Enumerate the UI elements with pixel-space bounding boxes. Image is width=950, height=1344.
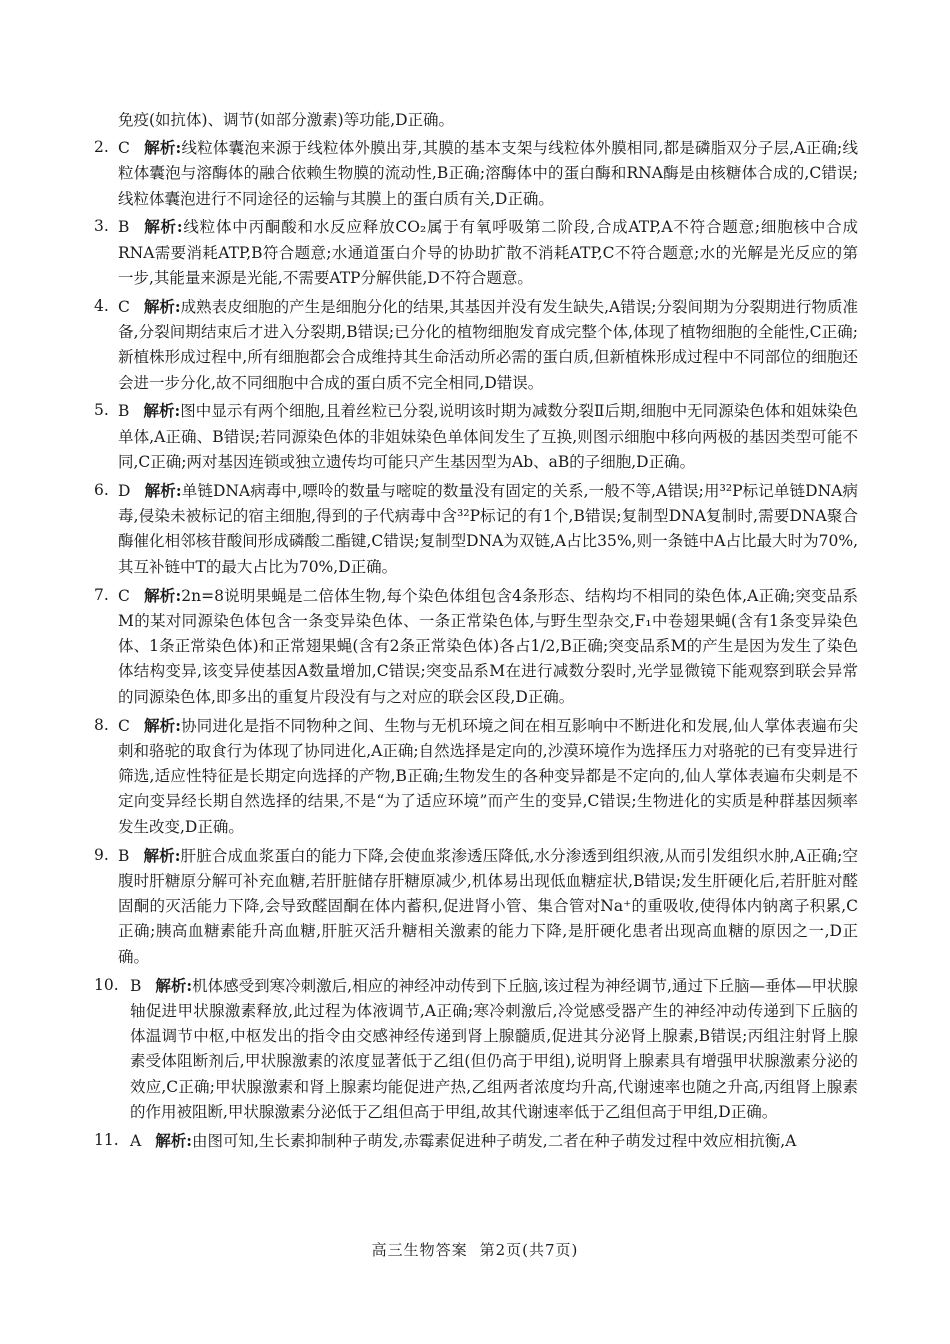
question-number: 7. [94,585,109,604]
analysis-label: 解析: [144,480,182,500]
answer-letter: B [118,218,130,237]
question-number: 4. [94,296,109,315]
answer-item [94,294,858,396]
analysis-label: 解析: [155,1130,192,1150]
answer-item [94,973,858,1126]
answer-letter: B [130,976,142,995]
analysis-text: 线粒体中丙酮酸和水反应释放CO₂属于有氧呼吸第二阶段,合成ATP,A不符合题意;细胞核中合成RNA需要消耗ATP,B符合题意;水通道蛋白介导的协助扩散不消耗ATP,C不符合题意;水的光解是光反应的第一步,其能量来源是光能,不需要ATP分解供能,D不符合题意。 [118,218,858,287]
question-number: 3. [94,217,109,236]
question-number: 5. [94,401,109,420]
answer-letter: B [118,846,130,865]
answer-letter: C [118,139,130,157]
answer-item [94,135,858,212]
question-number: 9. [94,845,109,864]
question-number: 8. [94,715,109,734]
answer-item [94,214,858,291]
answer-item [94,713,858,840]
answer-list [94,135,858,1157]
analysis-label: 解析: [143,296,181,316]
answer-item [94,843,858,970]
lead-paragraph: 免疫(如抗体)、调节(如部分激素)等功能,D正确。 [118,111,455,129]
answer-letter: A [130,1131,142,1150]
footer-page-number: 第2页(共7页) [479,1241,579,1259]
question-number: 6. [94,480,109,499]
footer-title: 高三生物答案 [371,1241,468,1259]
analysis-text: 线粒体囊泡来源于线粒体外膜出芽,其膜的基本支架与线粒体外膜相同,都是磷脂双分子层,A正确;线粒体囊泡与溶酶体的融合依赖生物膜的流动性,B正确;溶酶体中的蛋白酶和RNA酶是由核糖体合成的,C错误;线粒体囊泡进行不同途径的运输与其膜上的蛋白质有关,D正确。 [118,139,858,208]
analysis-label: 解析: [143,217,183,237]
question-number: 2. [94,138,109,156]
analysis-label: 解析: [143,138,182,157]
answer-item [94,583,858,710]
analysis-label: 解析: [143,845,181,865]
answer-letter: C [118,716,130,735]
answer-item [94,478,858,580]
answer-letter: D [118,481,131,500]
analysis-text: 单链DNA病毒中,嘌呤的数量与嘧啶的数量没有固定的关系,一般不等,A错误;用³²P标记单链DNA病毒,侵染未被标记的宿主细胞,得到的子代病毒中含³²P标记的有1个,B错误;复制型DNA复制时,需要DNA聚合酶催化相邻核苷酸间形成磷酸二酯键,C错误;复制型DNA为双链,A占比35%,则一条链中A占比最大时为70%,其互补链中T的最大占比为70%,D正确。 [118,481,858,576]
analysis-label: 解析: [143,585,182,605]
analysis-label: 解析: [155,975,193,995]
answer-item [94,398,858,475]
question-number: 11. [94,1130,119,1149]
analysis-text: 由图可知,生长素抑制种子萌发,赤霉素促进种子萌发,二者在种子萌发过程中效应相抗衡,A [191,1131,797,1150]
analysis-text: 2n=8说明果蝇是二倍体生物,每个染色体组包含4条形态、结构均不相同的染色体,A正确;突变品系M的某对同源染色体包含一条变异染色体、一条正常染色体,与野生型杂交,F₁中卷翅果蝇(含有1条变异染色体、1条正常染色体)和正常翅果蝇(含有2条正常染色体)各占1/2,B正确;突变品系M的产生是因为发生了染色体结构变异,该变异使基因A数量增加,C错误;突变品系M在进行减数分裂时,光学显微镜下能观察到联会异常的同源染色体,即多出的重复片段没有与之对应的联会区段,D正确。 [118,586,858,706]
analysis-text: 协同进化是指不同物种之间、生物与无机环境之间在相互影响中不断进化和发展,仙人掌体表遍布尖刺和骆驼的取食行为体现了协同进化,A正确;自然选择是定向的,沙漠环境作为选择压力对骆驼的已有变异进行筛选,适应性特征是长期定向选择的产物,B正确;生物发生的各种变异都是不定向的,仙人掌体表遍布尖刺是不定向变异经长期自然选择的结果,不是“为了适应环境”而产生的变异,C错误;生物进化的实质是种群基因频率发生改变,D正确。 [118,716,858,836]
answer-letter: B [118,402,130,421]
analysis-text: 成熟表皮细胞的产生是细胞分化的结果,其基因并没有发生缺失,A错误;分裂间期为分裂期进行物质准备,分裂间期结束后才进入分裂期,B错误;已分化的植物细胞发育成完整个体,体现了植物细胞的全能性,C正确;新植株形成过程中,所有细胞都会合成维持其生命活动所必需的蛋白质,但新植株形成过程中不同部位的细胞还会进一步分化,故不同细胞中合成的蛋白质不完全相同,D错误。 [118,297,858,392]
analysis-label: 解析: [143,715,181,735]
answer-letter: C [118,297,130,316]
analysis-text: 机体感受到寒冷刺激后,相应的神经冲动传到下丘脑,该过程为神经调节,通过下丘脑—垂体—甲状腺轴促进甲状腺激素释放,此过程为体液调节,A正确;寒冷刺激后,冷觉感受器产生的神经冲动传递到下丘脑的体温调节中枢,中枢发出的指令由交感神经传递到肾上腺髓质,促进其分泌肾上腺素,B错误;丙组注射肾上腺素受体阻断剂后,甲状腺激素的浓度显著低于乙组(但仍高于甲组),说明肾上腺素具有增强甲状腺激素分泌的效应,C正确;甲状腺激素和肾上腺素均能促进产热,乙组两者浓度均升高,代谢速率也随之升高,丙组肾上腺素的作用被阻断,甲状腺激素分泌低于乙组但高于甲组,故其代谢速率低于乙组但高于甲组,D正确。 [130,976,858,1121]
analysis-label: 解析: [143,401,181,421]
page-footer [0,1238,950,1263]
analysis-text: 图中显示有两个细胞,且着丝粒已分裂,说明该时期为减数分裂Ⅱ后期,细胞中无同源染色体和姐妹染色单体,A正确、B错误;若同源染色体的非姐妹染色单体间发生了互换,则图示细胞中移向两极的基因类型可能不同,C正确;两对基因连锁或独立遗传均可能只产生基因型为Ab、aB的子细胞,D正确。 [118,402,858,472]
answer-item [94,1128,858,1154]
analysis-text: 肝脏合成血浆蛋白的能力下降,会使血浆渗透压降低,水分渗透到组织液,从而引发组织水肿,A正确;空腹时肝糖原分解可补充血糖,若肝脏储存肝糖原减少,机体易出现低血糖症状,B错误;发生肝硬化后,若肝脏对醛固酮的灭活能力下降,会导致醛固酮在体内蓄积,促进肾小管、集合管对Na⁺的重吸收,使得体内钠离子积累,C正确;胰高血糖素能升高血糖,肝脏灭活升糖相关激素的能力下降,是肝硬化患者出现高血糖的原因之一,D正确。 [118,846,858,966]
question-number: 10. [94,975,119,994]
answer-letter: C [118,586,130,605]
